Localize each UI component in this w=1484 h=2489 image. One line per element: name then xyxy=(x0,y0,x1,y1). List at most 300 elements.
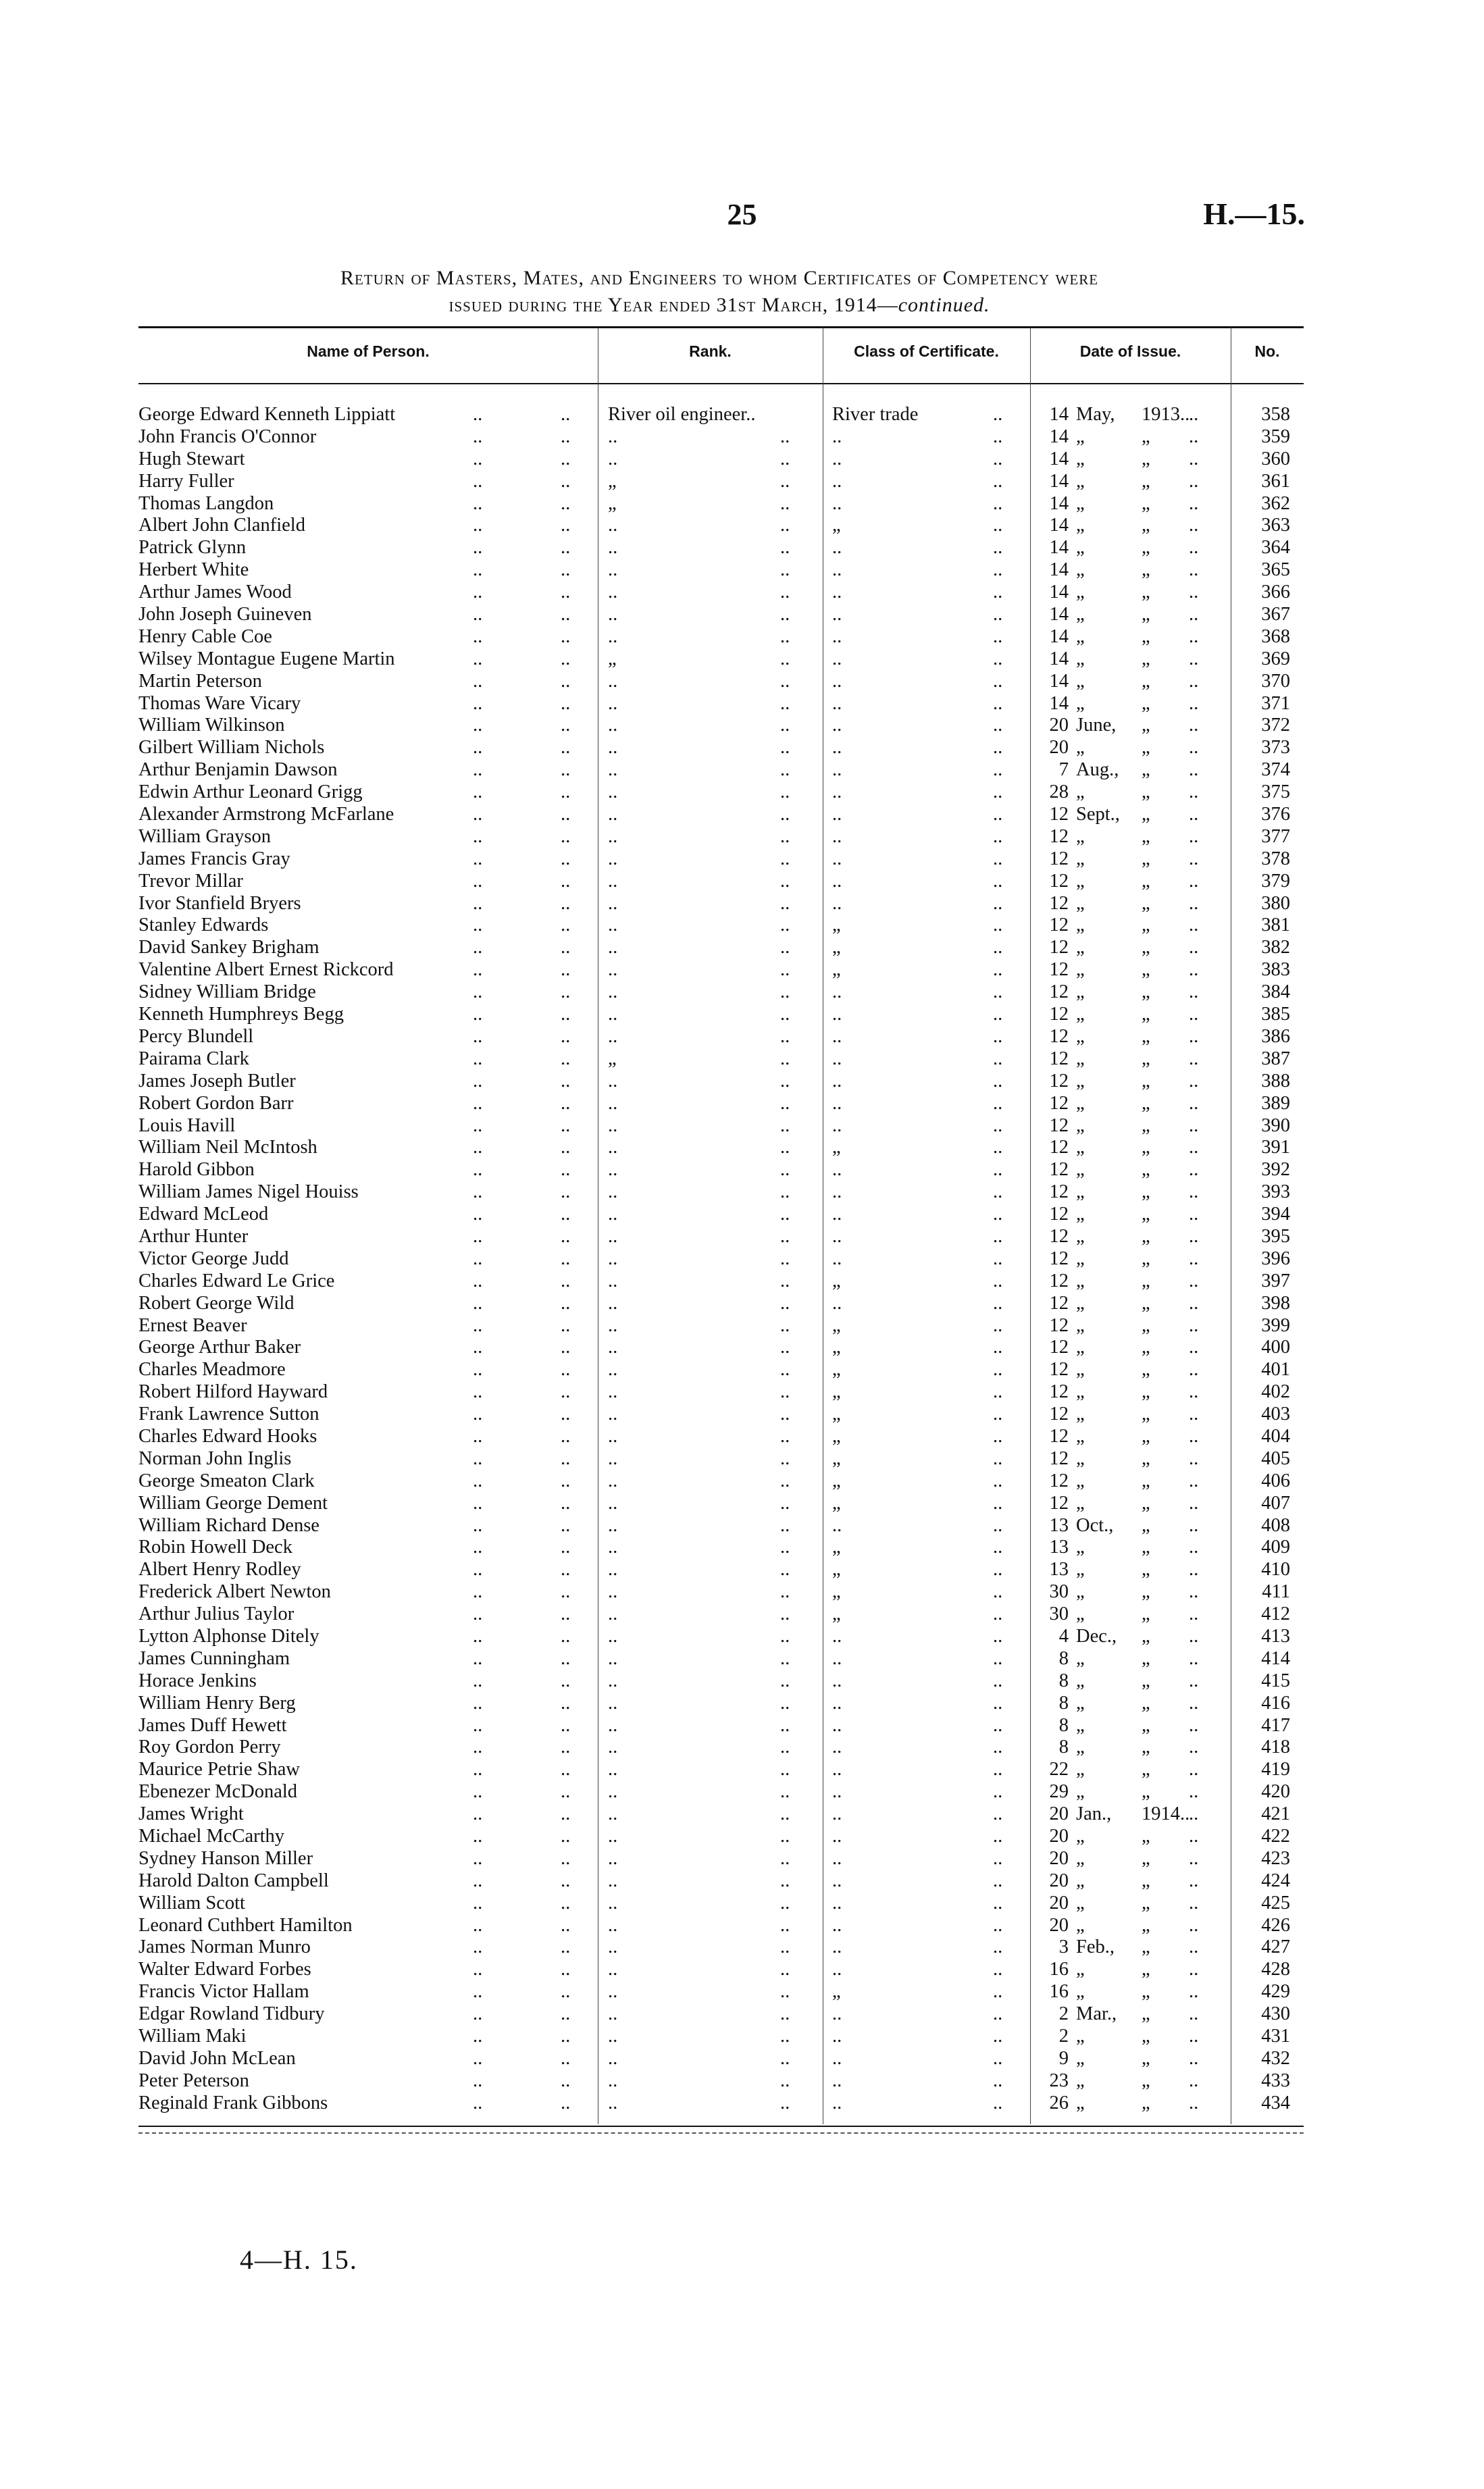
person-name: Peter Peterson xyxy=(138,2070,249,2091)
table-row xyxy=(0,1359,1484,1381)
leader-dots: .. xyxy=(1189,1048,1199,1069)
certificate-number: 423 xyxy=(1261,1847,1290,1869)
leader-dots: .. xyxy=(561,1092,571,1114)
leader-dots: .. xyxy=(1189,492,1199,514)
issue-day: 3 xyxy=(1058,1936,1069,1958)
issue-day: 12 xyxy=(1049,1470,1069,1491)
certificate-number: 383 xyxy=(1261,959,1290,981)
issue-month: „ xyxy=(1076,1647,1085,1669)
issue-day: 12 xyxy=(1049,1181,1069,1203)
rank: .. xyxy=(608,1204,618,1225)
table-row xyxy=(0,781,1484,804)
rank: .. xyxy=(608,1004,618,1025)
leader-dots: .. xyxy=(993,1337,1003,1358)
table-row xyxy=(0,404,1484,426)
rank: .. xyxy=(608,1025,618,1047)
person-name: James Francis Gray xyxy=(138,848,290,869)
leader-dots: .. xyxy=(1189,625,1199,647)
certificate-class: .. xyxy=(832,1514,842,1536)
certificate-number: 398 xyxy=(1261,1292,1290,1314)
certificate-class: „ xyxy=(832,1447,841,1469)
leader-dots: .. xyxy=(1189,1492,1199,1514)
leader-dots: .. xyxy=(780,1270,790,1291)
certificate-class: „ xyxy=(832,1337,841,1358)
leader-dots: .. xyxy=(993,1004,1003,1025)
issue-day: 20 xyxy=(1049,1847,1069,1869)
table-row xyxy=(0,1448,1484,1470)
leader-dots: .. xyxy=(561,1759,571,1780)
table-row xyxy=(0,1204,1484,1226)
rank: .. xyxy=(608,1359,618,1381)
leader-dots: .. xyxy=(1189,1425,1199,1447)
leader-dots: .. xyxy=(1189,515,1199,536)
issue-month: „ xyxy=(1076,448,1085,469)
table-row xyxy=(0,2003,1484,2026)
certificate-number: 431 xyxy=(1261,2026,1290,2047)
leader-dots: .. xyxy=(780,715,790,736)
rank: „ xyxy=(608,470,617,492)
leader-dots: .. xyxy=(780,1048,790,1069)
leader-dots: .. xyxy=(993,604,1003,625)
certificate-class: .. xyxy=(832,1959,842,1980)
person-name: Valentine Albert Ernest Rickcord xyxy=(138,959,394,981)
issue-month: „ xyxy=(1076,670,1085,692)
issue-month: „ xyxy=(1076,1492,1085,1514)
leader-dots: .. xyxy=(993,1159,1003,1181)
table-row xyxy=(0,893,1484,915)
leader-dots: .. xyxy=(473,692,483,714)
person-name: Maurice Petrie Shaw xyxy=(138,1759,301,1780)
leader-dots: .. xyxy=(780,515,790,536)
leader-dots: .. xyxy=(473,1070,483,1092)
table-row xyxy=(0,626,1484,648)
issue-month: „ xyxy=(1076,1114,1085,1136)
issue-month: „ xyxy=(1076,870,1085,892)
table-row xyxy=(0,1915,1484,1937)
issue-day: 12 xyxy=(1049,1025,1069,1047)
issue-month: „ xyxy=(1076,959,1085,981)
issue-year: „ xyxy=(1142,648,1150,669)
issue-month: „ xyxy=(1076,426,1085,447)
person-name: Roy Gordon Perry xyxy=(138,1737,281,1758)
certificate-class: .. xyxy=(832,1647,842,1669)
certificate-class: .. xyxy=(832,825,842,847)
issue-day: 14 xyxy=(1049,692,1069,714)
table-bottom-rule-dashed xyxy=(138,2132,1304,2134)
issue-year: „ xyxy=(1142,892,1150,914)
table-row xyxy=(0,1026,1484,1048)
certificate-number: 393 xyxy=(1261,1181,1290,1203)
certificate-number: 366 xyxy=(1261,582,1290,603)
leader-dots: .. xyxy=(561,537,571,559)
issue-year: „ xyxy=(1142,2070,1150,2091)
leader-dots: .. xyxy=(780,470,790,492)
issue-year: „ xyxy=(1142,959,1150,981)
leader-dots: .. xyxy=(780,648,790,669)
table-row xyxy=(0,671,1484,693)
leader-dots: .. xyxy=(561,2003,571,2025)
certificate-class: .. xyxy=(832,670,842,692)
leader-dots: .. xyxy=(473,848,483,869)
table-row xyxy=(0,1848,1484,1870)
issue-month: „ xyxy=(1076,1692,1085,1714)
certificate-number: 365 xyxy=(1261,559,1290,581)
leader-dots: .. xyxy=(1189,426,1199,447)
certificate-number: 396 xyxy=(1261,1248,1290,1269)
certificate-number: 376 xyxy=(1261,804,1290,825)
issue-year: „ xyxy=(1142,1447,1150,1469)
rank: .. xyxy=(608,1981,618,2003)
issue-month: „ xyxy=(1076,892,1085,914)
person-name: Charles Edward Hooks xyxy=(138,1425,317,1447)
certificate-class: „ xyxy=(832,915,841,936)
leader-dots: .. xyxy=(780,1425,790,1447)
leader-dots: .. xyxy=(561,1936,571,1958)
table-row xyxy=(0,871,1484,893)
leader-dots: .. xyxy=(473,1381,483,1403)
leader-dots: .. xyxy=(780,625,790,647)
leader-dots: .. xyxy=(993,515,1003,536)
leader-dots: .. xyxy=(561,1159,571,1181)
leader-dots: .. xyxy=(780,1004,790,1025)
certificate-class: .. xyxy=(832,2026,842,2047)
leader-dots: .. xyxy=(780,892,790,914)
issue-year: „ xyxy=(1142,470,1150,492)
leader-dots: .. xyxy=(780,448,790,469)
leader-dots: .. xyxy=(780,1492,790,1514)
table-row xyxy=(0,1537,1484,1559)
person-name: Pairama Clark xyxy=(138,1048,249,1069)
leader-dots: .. xyxy=(993,404,1003,425)
leader-dots: .. xyxy=(1189,1404,1199,1425)
leader-dots: .. xyxy=(561,1137,571,1158)
leader-dots: .. xyxy=(473,715,483,736)
certificate-class: „ xyxy=(832,1581,841,1603)
leader-dots: .. xyxy=(993,692,1003,714)
issue-day: 20 xyxy=(1049,1803,1069,1825)
rank: .. xyxy=(608,1292,618,1314)
rank: .. xyxy=(608,604,618,625)
certificate-number: 412 xyxy=(1261,1603,1290,1625)
leader-dots: .. xyxy=(561,892,571,914)
rank: .. xyxy=(608,426,618,447)
certificate-number: 426 xyxy=(1261,1914,1290,1936)
person-name: William Maki xyxy=(138,2026,247,2047)
rank: .. xyxy=(608,448,618,469)
certificate-number: 414 xyxy=(1261,1647,1290,1669)
issue-year: „ xyxy=(1142,537,1150,559)
leader-dots: .. xyxy=(1189,915,1199,936)
leader-dots: .. xyxy=(561,1781,571,1803)
leader-dots: .. xyxy=(993,1425,1003,1447)
issue-month: „ xyxy=(1076,737,1085,759)
leader-dots: .. xyxy=(993,870,1003,892)
leader-dots: .. xyxy=(993,448,1003,469)
leader-dots: .. xyxy=(993,492,1003,514)
table-row xyxy=(0,648,1484,671)
leader-dots: .. xyxy=(561,2026,571,2047)
leader-dots: .. xyxy=(780,1826,790,1847)
person-name: Alexander Armstrong McFarlane xyxy=(138,804,394,825)
leader-dots: .. xyxy=(993,1447,1003,1469)
issue-month: „ xyxy=(1076,604,1085,625)
person-name: William Wilkinson xyxy=(138,715,285,736)
leader-dots: .. xyxy=(780,2026,790,2047)
leader-dots: .. xyxy=(780,981,790,1003)
issue-month: „ xyxy=(1076,1892,1085,1914)
table-row xyxy=(0,826,1484,848)
leader-dots: .. xyxy=(993,1114,1003,1136)
issue-day: 12 xyxy=(1049,915,1069,936)
issue-month: „ xyxy=(1076,1781,1085,1803)
leader-dots: .. xyxy=(993,915,1003,936)
leader-dots: .. xyxy=(473,937,483,958)
leader-dots: .. xyxy=(780,1625,790,1647)
rank: .. xyxy=(608,959,618,981)
issue-day: 13 xyxy=(1049,1559,1069,1581)
leader-dots: .. xyxy=(1189,2047,1199,2069)
rank: .. xyxy=(608,1137,618,1158)
issue-month: „ xyxy=(1076,1404,1085,1425)
table-row xyxy=(0,1248,1484,1271)
table-row xyxy=(0,1870,1484,1893)
leader-dots: .. xyxy=(473,959,483,981)
issue-year: „ xyxy=(1142,2026,1150,2047)
person-name: Edgar Rowland Tidbury xyxy=(138,2003,325,2025)
leader-dots: .. xyxy=(1189,1803,1199,1825)
issue-year: 1913.. xyxy=(1142,404,1190,425)
certificate-class: .. xyxy=(832,537,842,559)
person-name: James Wright xyxy=(138,1803,244,1825)
certificate-class: .. xyxy=(832,1692,842,1714)
leader-dots: .. xyxy=(561,1404,571,1425)
rank: .. xyxy=(608,1914,618,1936)
leader-dots: .. xyxy=(561,1514,571,1536)
certificate-number: 403 xyxy=(1261,1404,1290,1425)
table-row xyxy=(0,1337,1484,1359)
issue-day: 14 xyxy=(1049,426,1069,447)
certificate-class: .. xyxy=(832,2092,842,2113)
leader-dots: .. xyxy=(780,604,790,625)
certificate-class: .. xyxy=(832,1292,842,1314)
leader-dots: .. xyxy=(780,1092,790,1114)
issue-month: „ xyxy=(1076,1137,1085,1158)
leader-dots: .. xyxy=(473,981,483,1003)
leader-dots: .. xyxy=(561,1470,571,1491)
leader-dots: .. xyxy=(1189,1204,1199,1225)
leader-dots: .. xyxy=(993,825,1003,847)
leader-dots: .. xyxy=(780,582,790,603)
leader-dots: .. xyxy=(473,604,483,625)
leader-dots: .. xyxy=(993,1737,1003,1758)
rank: .. xyxy=(608,892,618,914)
title-continued: continued. xyxy=(898,294,990,316)
leader-dots: .. xyxy=(993,1647,1003,1669)
leader-dots: .. xyxy=(1189,825,1199,847)
leader-dots: .. xyxy=(1189,1381,1199,1403)
certificate-class: „ xyxy=(832,959,841,981)
issue-day: 29 xyxy=(1049,1781,1069,1803)
rank: .. xyxy=(608,1425,618,1447)
certificate-number: 419 xyxy=(1261,1759,1290,1780)
issue-year: „ xyxy=(1142,1204,1150,1225)
person-name: Ernest Beaver xyxy=(138,1314,247,1336)
certificate-number: 370 xyxy=(1261,670,1290,692)
leader-dots: .. xyxy=(1189,1981,1199,2003)
rank: .. xyxy=(608,515,618,536)
issue-year: „ xyxy=(1142,2092,1150,2113)
leader-dots: .. xyxy=(993,1892,1003,1914)
table-row xyxy=(0,582,1484,604)
table-row xyxy=(0,1404,1484,1426)
leader-dots: .. xyxy=(561,648,571,669)
leader-dots: .. xyxy=(1189,2003,1199,2025)
rank: .. xyxy=(608,2070,618,2091)
leader-dots: .. xyxy=(561,1114,571,1136)
person-name: William James Nigel Houiss xyxy=(138,1181,359,1203)
certificate-number: 415 xyxy=(1261,1670,1290,1691)
leader-dots: .. xyxy=(993,1581,1003,1603)
leader-dots: .. xyxy=(561,1337,571,1358)
issue-year: „ xyxy=(1142,1603,1150,1625)
table-row xyxy=(0,693,1484,715)
table-row xyxy=(0,1759,1484,1781)
issue-month: „ xyxy=(1076,1425,1085,1447)
table-row xyxy=(0,1781,1484,1803)
leader-dots: .. xyxy=(780,1936,790,1958)
rank: .. xyxy=(608,1225,618,1247)
leader-dots: .. xyxy=(993,1204,1003,1225)
leader-dots: .. xyxy=(993,1025,1003,1047)
issue-year: „ xyxy=(1142,737,1150,759)
issue-month: „ xyxy=(1076,692,1085,714)
leader-dots: .. xyxy=(473,1870,483,1891)
issue-year: „ xyxy=(1142,1670,1150,1691)
leader-dots: .. xyxy=(561,448,571,469)
leader-dots: .. xyxy=(780,1159,790,1181)
issue-year: „ xyxy=(1142,1870,1150,1891)
table-bottom-rule xyxy=(138,2126,1304,2127)
issue-day: 12 xyxy=(1049,1225,1069,1247)
certificate-number: 386 xyxy=(1261,1025,1290,1047)
column-header-no: No. xyxy=(1254,342,1280,360)
leader-dots: .. xyxy=(561,1870,571,1891)
leader-dots: .. xyxy=(1189,2026,1199,2047)
certificate-number: 401 xyxy=(1261,1359,1290,1381)
table-row xyxy=(0,1137,1484,1159)
certificate-number: 358 xyxy=(1261,404,1290,425)
issue-day: 12 xyxy=(1049,870,1069,892)
rank: .. xyxy=(608,804,618,825)
leader-dots: .. xyxy=(1189,759,1199,781)
leader-dots: .. xyxy=(473,1048,483,1069)
leader-dots: .. xyxy=(780,426,790,447)
issue-year: „ xyxy=(1142,1581,1150,1603)
person-name: William Neil McIntosh xyxy=(138,1137,317,1158)
leader-dots: .. xyxy=(473,670,483,692)
leader-dots: .. xyxy=(561,559,571,581)
issue-year: „ xyxy=(1142,848,1150,869)
person-name: Kenneth Humphreys Begg xyxy=(138,1004,344,1025)
person-name: Albert Henry Rodley xyxy=(138,1559,301,1581)
person-name: Harry Fuller xyxy=(138,470,234,492)
certificate-number: 382 xyxy=(1261,937,1290,958)
certificate-number: 420 xyxy=(1261,1781,1290,1803)
person-name: Ivor Stanfield Bryers xyxy=(138,892,301,914)
leader-dots: .. xyxy=(1189,670,1199,692)
leader-dots: .. xyxy=(780,1737,790,1758)
leader-dots: .. xyxy=(561,937,571,958)
table-row xyxy=(0,937,1484,959)
issue-day: 12 xyxy=(1049,1314,1069,1336)
table-row xyxy=(0,2026,1484,2048)
certificate-number: 361 xyxy=(1261,470,1290,492)
certificate-class: .. xyxy=(832,1092,842,1114)
table-row xyxy=(0,1181,1484,1204)
issue-day: 12 xyxy=(1049,1425,1069,1447)
issue-year: „ xyxy=(1142,1248,1150,1269)
certificate-number: 411 xyxy=(1262,1581,1290,1603)
leader-dots: .. xyxy=(1189,604,1199,625)
leader-dots: .. xyxy=(473,737,483,759)
issue-day: 12 xyxy=(1049,1248,1069,1269)
certificate-class: „ xyxy=(832,1404,841,1425)
leader-dots: .. xyxy=(780,1892,790,1914)
certificate-number: 410 xyxy=(1261,1559,1290,1581)
certificate-number: 375 xyxy=(1261,781,1290,803)
issue-month: „ xyxy=(1076,1870,1085,1891)
leader-dots: .. xyxy=(473,1248,483,1269)
person-name: Albert John Clanfield xyxy=(138,515,305,536)
leader-dots: .. xyxy=(993,1248,1003,1269)
issue-month: „ xyxy=(1076,1714,1085,1736)
issue-month: „ xyxy=(1076,537,1085,559)
person-name: Ebenezer McDonald xyxy=(138,1781,298,1803)
leader-dots: .. xyxy=(780,1137,790,1158)
column-header-rank: Rank. xyxy=(689,342,732,360)
leader-dots: .. xyxy=(473,1270,483,1291)
issue-month: „ xyxy=(1076,1959,1085,1980)
certificate-class: .. xyxy=(832,848,842,869)
person-name: James Duff Hewett xyxy=(138,1714,287,1736)
leader-dots: .. xyxy=(780,1759,790,1780)
certificate-class: .. xyxy=(832,604,842,625)
leader-dots: .. xyxy=(993,1225,1003,1247)
issue-year: „ xyxy=(1142,1425,1150,1447)
issue-month: „ xyxy=(1076,559,1085,581)
leader-dots: .. xyxy=(561,515,571,536)
issue-day: 12 xyxy=(1049,1070,1069,1092)
person-name: Wilsey Montague Eugene Martin xyxy=(138,648,395,669)
leader-dots: .. xyxy=(993,959,1003,981)
rank: .. xyxy=(608,2026,618,2047)
leader-dots: .. xyxy=(561,2092,571,2113)
issue-month: „ xyxy=(1076,515,1085,536)
leader-dots: .. xyxy=(993,1381,1003,1403)
rank: .. xyxy=(608,781,618,803)
certificate-class: .. xyxy=(832,1025,842,1047)
leader-dots: .. xyxy=(473,1004,483,1025)
leader-dots: .. xyxy=(561,781,571,803)
table-row xyxy=(0,1470,1484,1493)
leader-dots: .. xyxy=(561,1826,571,1847)
leader-dots: .. xyxy=(780,1870,790,1891)
leader-dots: .. xyxy=(780,1314,790,1336)
leader-dots: .. xyxy=(1189,981,1199,1003)
table-row xyxy=(0,1071,1484,1093)
issue-month: „ xyxy=(1076,1092,1085,1114)
table-row xyxy=(0,1981,1484,2003)
